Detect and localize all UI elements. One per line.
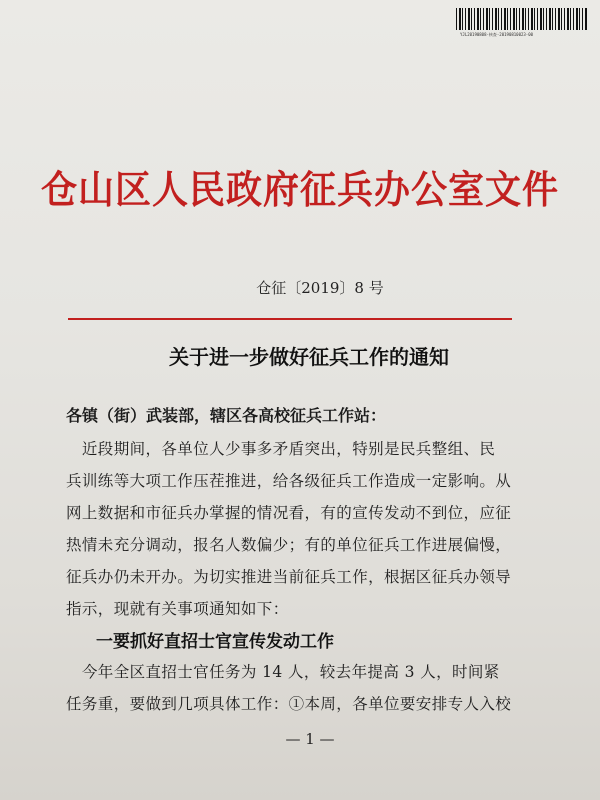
notice-title: 关于进一步做好征兵工作的通知: [169, 345, 449, 369]
paragraph1-line-3: 网上数据和市征兵办掌握的情况看，有的宣传发动不到位，应征: [66, 504, 512, 522]
paragraph1-line-4: 热情未充分调动，报名人数偏少；有的单位征兵工作进展偏慢，: [66, 536, 512, 554]
red-divider: [68, 318, 512, 320]
paragraph2-line-2: 任务重，要做到几项具体工作：①本周，各单位要安排专人入校: [66, 695, 512, 713]
paragraph2-line-1: 今年全区直招士官任务为 14 人，较去年提高 3 人，时间紧: [66, 663, 500, 681]
barcode-text: YJL20190808-核查-20190810023-00: [460, 32, 534, 37]
page-number: — 1 —: [285, 730, 335, 748]
section-heading-1: 一要抓好直招士官宣传发动工作: [96, 632, 334, 652]
document-number: 仓征〔2019〕8 号: [256, 279, 384, 297]
paragraph1-line-2: 兵训练等大项工作压茬推进，给各级征兵工作造成一定影响。从: [66, 472, 512, 490]
paragraph1-line-6: 指示，现就有关事项通知如下：: [66, 600, 289, 618]
paragraph1-line-5: 征兵办仍未开办。为切实推进当前征兵工作，根据区征兵办领导: [66, 568, 512, 586]
recipient-line: 各镇（街）武装部，辖区各高校征兵工作站：: [66, 406, 387, 425]
document-title: 仓山区人民政府征兵办公室文件: [40, 168, 559, 213]
barcode: [456, 8, 588, 30]
paragraph1-line-1: 近段期间，各单位人少事多矛盾突出，特别是民兵整组、民: [66, 440, 496, 458]
